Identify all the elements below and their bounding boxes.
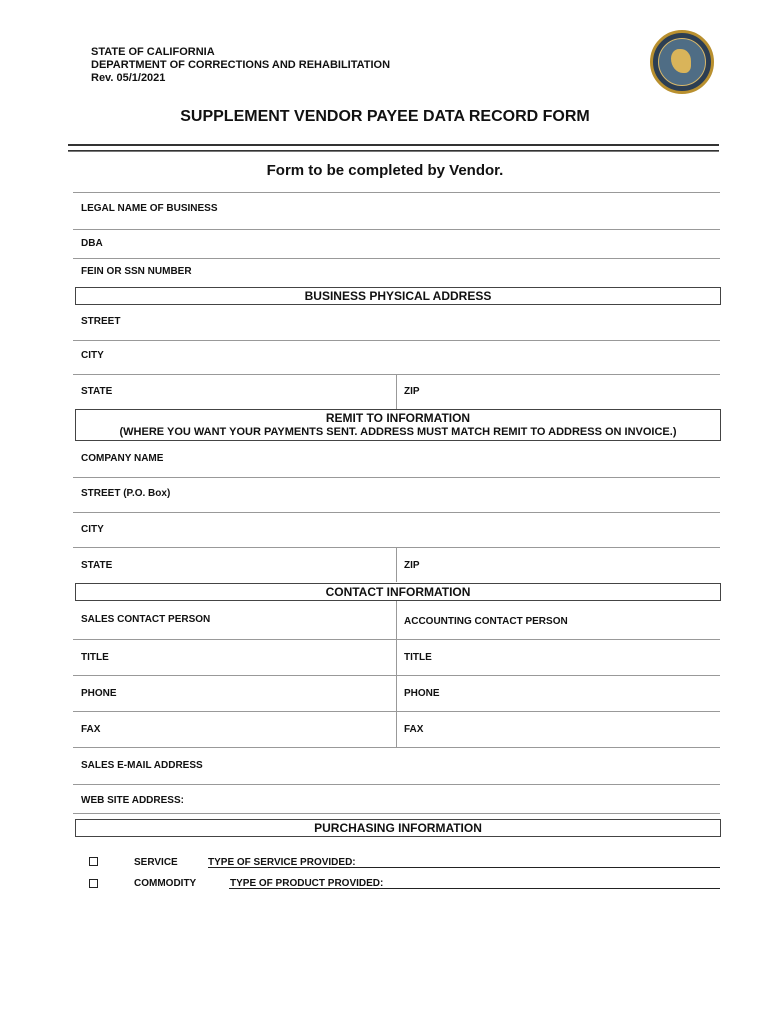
physical-address-heading: BUSINESS PHYSICAL ADDRESS xyxy=(75,287,721,305)
remit-state-label: STATE xyxy=(81,560,113,571)
sales-contact-label: SALES CONTACT PERSON xyxy=(81,614,211,625)
physical-street-label: STREET xyxy=(81,316,121,327)
divider xyxy=(396,375,397,409)
header-department: DEPARTMENT OF CORRECTIONS AND REHABILITATION xyxy=(91,59,391,71)
header-state: STATE OF CALIFORNIA xyxy=(91,46,215,58)
rule xyxy=(73,512,720,513)
purchasing-heading: PURCHASING INFORMATION xyxy=(75,819,721,837)
rule xyxy=(73,340,720,341)
commodity-label: COMMODITY xyxy=(134,878,197,889)
service-checkbox-icon[interactable] xyxy=(89,857,98,866)
physical-state-label: STATE xyxy=(81,386,113,397)
rule xyxy=(73,258,720,259)
rule xyxy=(73,711,720,712)
contact-heading: CONTACT INFORMATION xyxy=(75,583,721,601)
divider xyxy=(396,601,397,747)
rule xyxy=(73,784,720,785)
form-subtitle: Form to be completed by Vendor. xyxy=(266,162,504,179)
accounting-title-label: TITLE xyxy=(404,652,432,663)
divider xyxy=(396,548,397,582)
remit-city-label: CITY xyxy=(81,524,104,535)
remit-zip-label: ZIP xyxy=(404,560,420,571)
accounting-phone-label: PHONE xyxy=(404,688,440,699)
service-type-label: TYPE OF SERVICE PROVIDED: xyxy=(208,857,356,868)
remit-company-label: COMPANY NAME xyxy=(81,453,164,464)
sales-title-label: TITLE xyxy=(81,652,109,663)
rule xyxy=(73,477,720,478)
header-revision: Rev. 05/1/2021 xyxy=(91,72,166,84)
accounting-contact-label: ACCOUNTING CONTACT PERSON xyxy=(404,616,568,627)
commodity-type-line[interactable] xyxy=(229,888,720,889)
remit-street-label: STREET (P.O. Box) xyxy=(81,488,171,499)
rule xyxy=(73,639,720,640)
remit-note: (WHERE YOU WANT YOUR PAYMENTS SENT. ADDRESS MUST MATCH REMIT TO ADDRESS ON INVOICE.) xyxy=(119,426,677,438)
commodity-type-label: TYPE OF PRODUCT PROVIDED: xyxy=(230,878,384,889)
rule xyxy=(73,675,720,676)
remit-heading: REMIT TO INFORMATION xyxy=(325,411,471,425)
rule xyxy=(73,229,720,230)
physical-zip-label: ZIP xyxy=(404,386,420,397)
website-label: WEB SITE ADDRESS: xyxy=(81,795,184,806)
dba-label: DBA xyxy=(81,238,103,249)
title-divider-thin xyxy=(68,151,719,152)
sales-email-label: SALES E-MAIL ADDRESS xyxy=(81,760,203,771)
rule xyxy=(73,192,720,193)
sales-fax-label: FAX xyxy=(81,724,101,735)
rule xyxy=(73,747,720,748)
form-title: SUPPLEMENT VENDOR PAYEE DATA RECORD FORM xyxy=(180,108,590,125)
sales-phone-label: PHONE xyxy=(81,688,117,699)
commodity-checkbox-icon[interactable] xyxy=(89,879,98,888)
accounting-fax-label: FAX xyxy=(404,724,424,735)
fein-label: FEIN OR SSN NUMBER xyxy=(81,266,192,277)
service-type-line[interactable] xyxy=(208,867,720,868)
service-label: SERVICE xyxy=(134,857,178,868)
rule xyxy=(73,813,720,814)
remit-heading-box xyxy=(75,409,721,441)
state-seal-icon xyxy=(650,30,714,94)
physical-city-label: CITY xyxy=(81,350,104,361)
legal-name-label: LEGAL NAME OF BUSINESS xyxy=(81,203,218,214)
